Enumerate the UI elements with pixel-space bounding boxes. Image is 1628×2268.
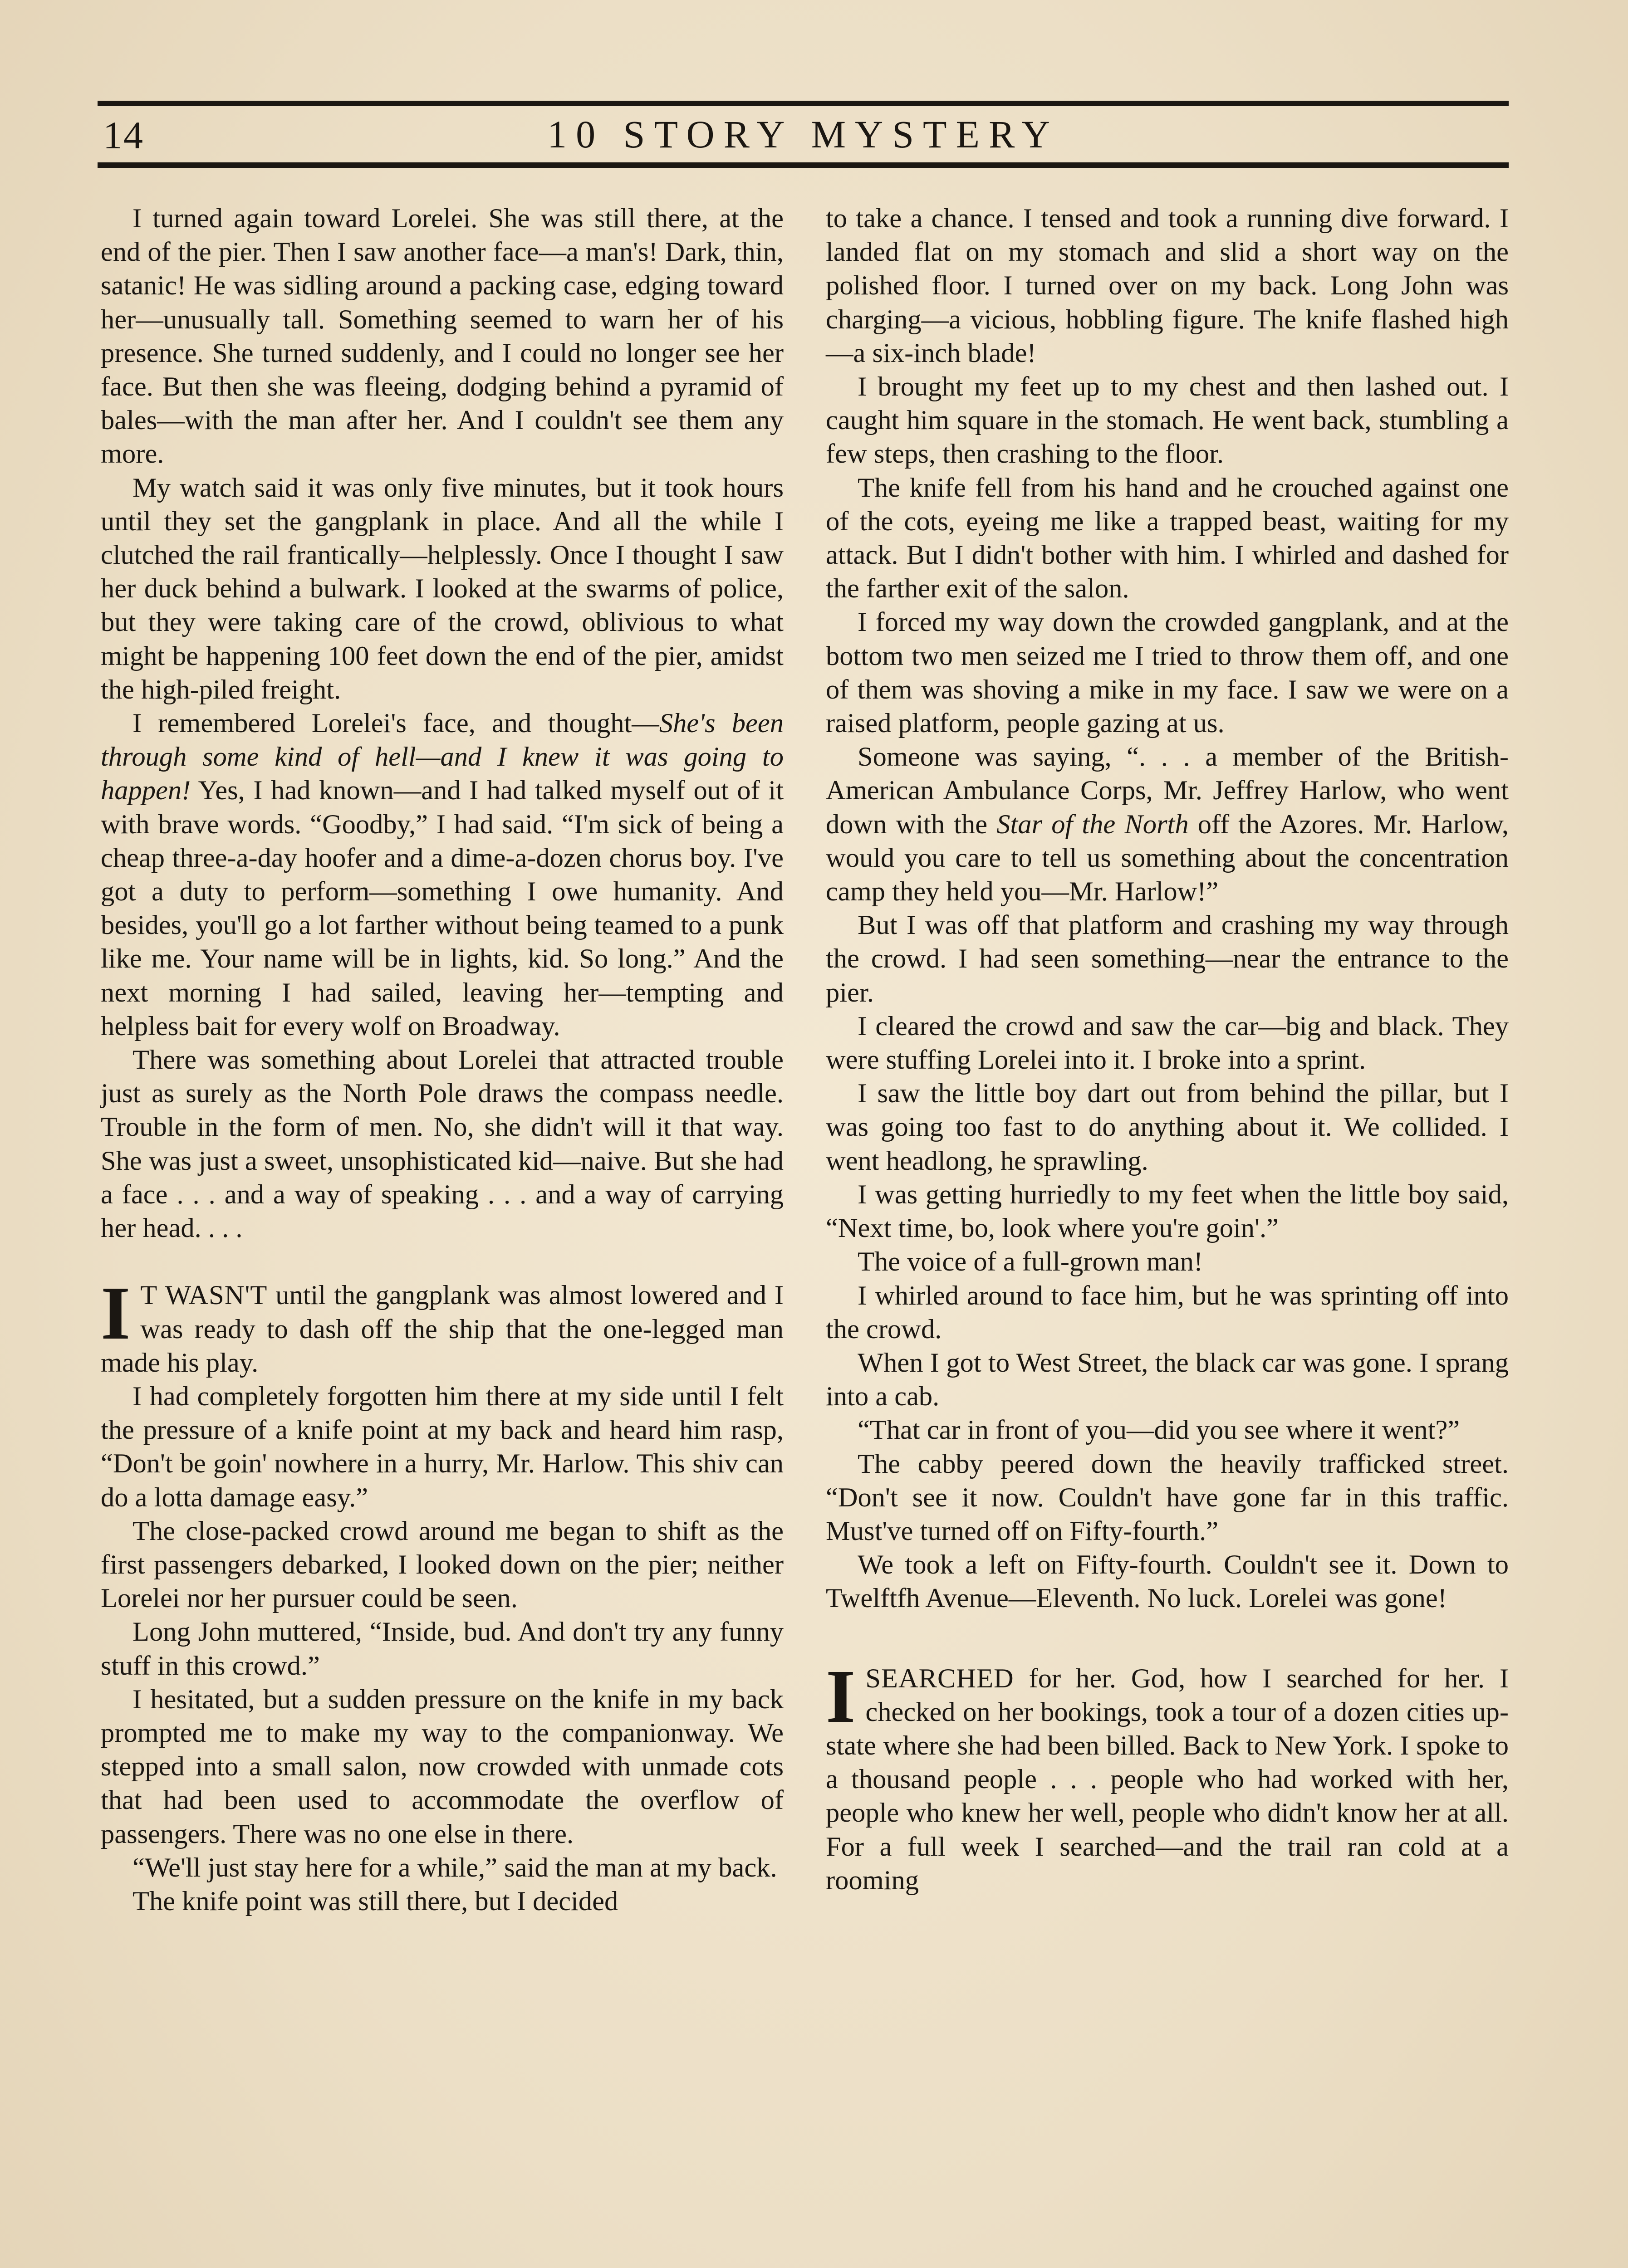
right-column — [826, 202, 1509, 1897]
section-opening — [826, 1654, 1509, 1897]
paragraph-continuation: to take a chance. I tensed and took a running dive forward. I landed flat on my stomach and slid a short way on the polished floor. I turned over on my back. Long John was charging—a vicious, hobbling figure. The knife flashed high—a six-inch blade! — [826, 203, 1509, 368]
section-text: until the gangplank was almost lowered and I was ready to dash off the ship that the one-legged man made his play. — [101, 1280, 784, 1378]
paragraph: “That car in front of you—did you see where it went?” — [858, 1415, 1460, 1446]
section-lead: T WASN'T — [140, 1280, 268, 1311]
paragraph: The knife fell from his hand and he crouched against one of the cots, eyeing me like a trapped beast, waiting for my attack. But I didn't bother with him. I whirled and dashed for the farther exit of the salon. — [826, 472, 1509, 604]
paragraph — [101, 707, 784, 1043]
paragraph: “We'll just stay here for a while,” said the man at my back. — [132, 1852, 777, 1883]
drop-cap: I — [101, 1271, 131, 1356]
paragraph-text: Yes, I had known—and I had talked myself out of it with brave words. “Goodby,” I had said. “I'm sick of being a cheap three-a-day hoofer and a dime-a-dozen chorus boy. I've got a duty to perform—something I owe humanity. And besides, you'll go a lot farther without being teamed to a punk like me. Your name will be in lights, kid. So long.” And the next morning I had sailed, leaving her—tempting and helpless bait for every wolf on Broadway. — [101, 775, 784, 1041]
left-column — [101, 202, 784, 1918]
paragraph: I whirled around to face him, but he was sprinting off into the crowd. — [826, 1280, 1509, 1344]
ship-name: Star of the North — [996, 809, 1189, 840]
paragraph: I forced my way down the crowded gangplank, and at the bottom two men seized me I tried to throw them off, and one of them was shoving a mike in my face. I saw we were on a raised platform, people gazing at us. — [826, 607, 1509, 739]
page-header — [98, 109, 1509, 160]
paragraph-text: off the Azores. Mr. Harlow, would you care to tell us something about the concentration camp they held you—Mr. Harlow!” — [826, 809, 1509, 907]
paragraph: I turned again toward Lorelei. She was still there, at the end of the pier. Then I saw another face—a man's! Dark, thin, satanic! He was sidling around a packing case, edging toward her—unusually tall. Something seemed to warn her of his presence. She turned suddenly, and I could no longer see her face. But then she was fleeing, dodging behind a pyramid of bales—with the man after her. And I couldn't see them any more. — [101, 203, 784, 469]
paragraph-text: Someone was saying, “. . . a member of the British-American Ambulance Corps, Mr. Jeffrey Harlow, who went down with the — [826, 742, 1509, 840]
paragraph: My watch said it was only five minutes, but it took hours until they set the gangplank in place. And all the while I clutched the rail frantically—helplessly. Once I thought I saw her duck behind a bulwark. I looked at the swarms of police, but they were taking care of the crowd, oblivious to what might be happening 100 feet down the end of the pier, amidst the high-piled freight. — [101, 472, 784, 705]
paragraph: But I was off that platform and crashing my way through the crowd. I had seen something—near the entrance to the pier. — [826, 910, 1509, 1008]
section-lead: SEARCHED — [865, 1663, 1014, 1694]
header-bottom-rule — [98, 162, 1509, 168]
paragraph: We took a left on Fifty-fourth. Couldn't see it. Down to Twelftfh Avenue—Eleventh. No luck. Lorelei was gone! — [826, 1549, 1509, 1614]
paragraph: I had completely forgotten him there at my side until I felt the pressure of a knife point at my back and heard him rasp, “Don't be goin' nowhere in a hurry, Mr. Harlow. This shiv can do a lotta damage easy.” — [101, 1381, 784, 1513]
paragraph: I hesitated, but a sudden pressure on the knife in my back prompted me to make my way to the companionway. We stepped into a small salon, now crowded with unmade cots that had been used to accommodate the overflow of passengers. There was no one else in there. — [101, 1684, 784, 1849]
paragraph: I cleared the crowd and saw the car—big and black. They were stuffing Lorelei into it. I broke into a sprint. — [826, 1011, 1509, 1075]
paragraph: I was getting hurriedly to my feet when the little boy said, “Next time, bo, look where you're goin'.” — [826, 1179, 1509, 1244]
paragraph: The knife point was still there, but I decided — [132, 1886, 618, 1916]
paragraph — [826, 740, 1509, 909]
paragraph: There was something about Lorelei that attracted trouble just as surely as the North Pole draws the compass needle. Trouble in the form of men. No, she didn't will it that way. She was just a sweet, unsophisticated kid—naive. But she had a face . . . and a way of speaking . . . and a way of carrying her head. . . . — [101, 1045, 784, 1244]
drop-cap: I — [826, 1654, 856, 1739]
page-number: 14 — [103, 113, 144, 157]
section-text: for her. God, how I searched for her. I checked on her bookings, took a tour of a dozen cities up-state where she had been billed. Back to New York. I spoke to a thousand people . . . people who had worked with her, people who knew her well, people who didn't know her at all. For a full week I searched—and the trail ran cold at a rooming — [826, 1663, 1509, 1896]
italic-thought: She's been through some kind of hell—and I knew it was going to happen! — [101, 708, 784, 806]
paragraph: Long John muttered, “Inside, bud. And don't try any funny stuff in this crowd.” — [101, 1617, 784, 1681]
paragraph: When I got to West Street, the black car was gone. I sprang into a cab. — [826, 1347, 1509, 1412]
paragraph: I saw the little boy dart out from behind the pillar, but I was going too fast to do anything about it. We collided. I went headlong, he sprawling. — [826, 1078, 1509, 1176]
magazine-title: 10 STORY MYSTERY — [547, 112, 1059, 156]
paragraph: The cabby peered down the heavily trafficked street. “Don't see it now. Couldn't have gone far in this traffic. Must've turned off on Fifty-fourth.” — [826, 1448, 1509, 1546]
paragraph: The voice of a full-grown man! — [858, 1246, 1203, 1277]
paragraph: The close-packed crowd around me began to shift as the first passengers debarked, I looked down on the pier; neither Lorelei nor her pursuer could be seen. — [101, 1515, 784, 1614]
header-top-rule — [98, 101, 1509, 106]
paragraph-text: I remembered Lorelei's face, and thought— — [132, 708, 659, 739]
paragraph: I brought my feet up to my chest and then lashed out. I caught him square in the stomach. He went back, stumbling a few steps, then crashing to the floor. — [826, 371, 1509, 469]
section-opening — [101, 1271, 784, 1380]
